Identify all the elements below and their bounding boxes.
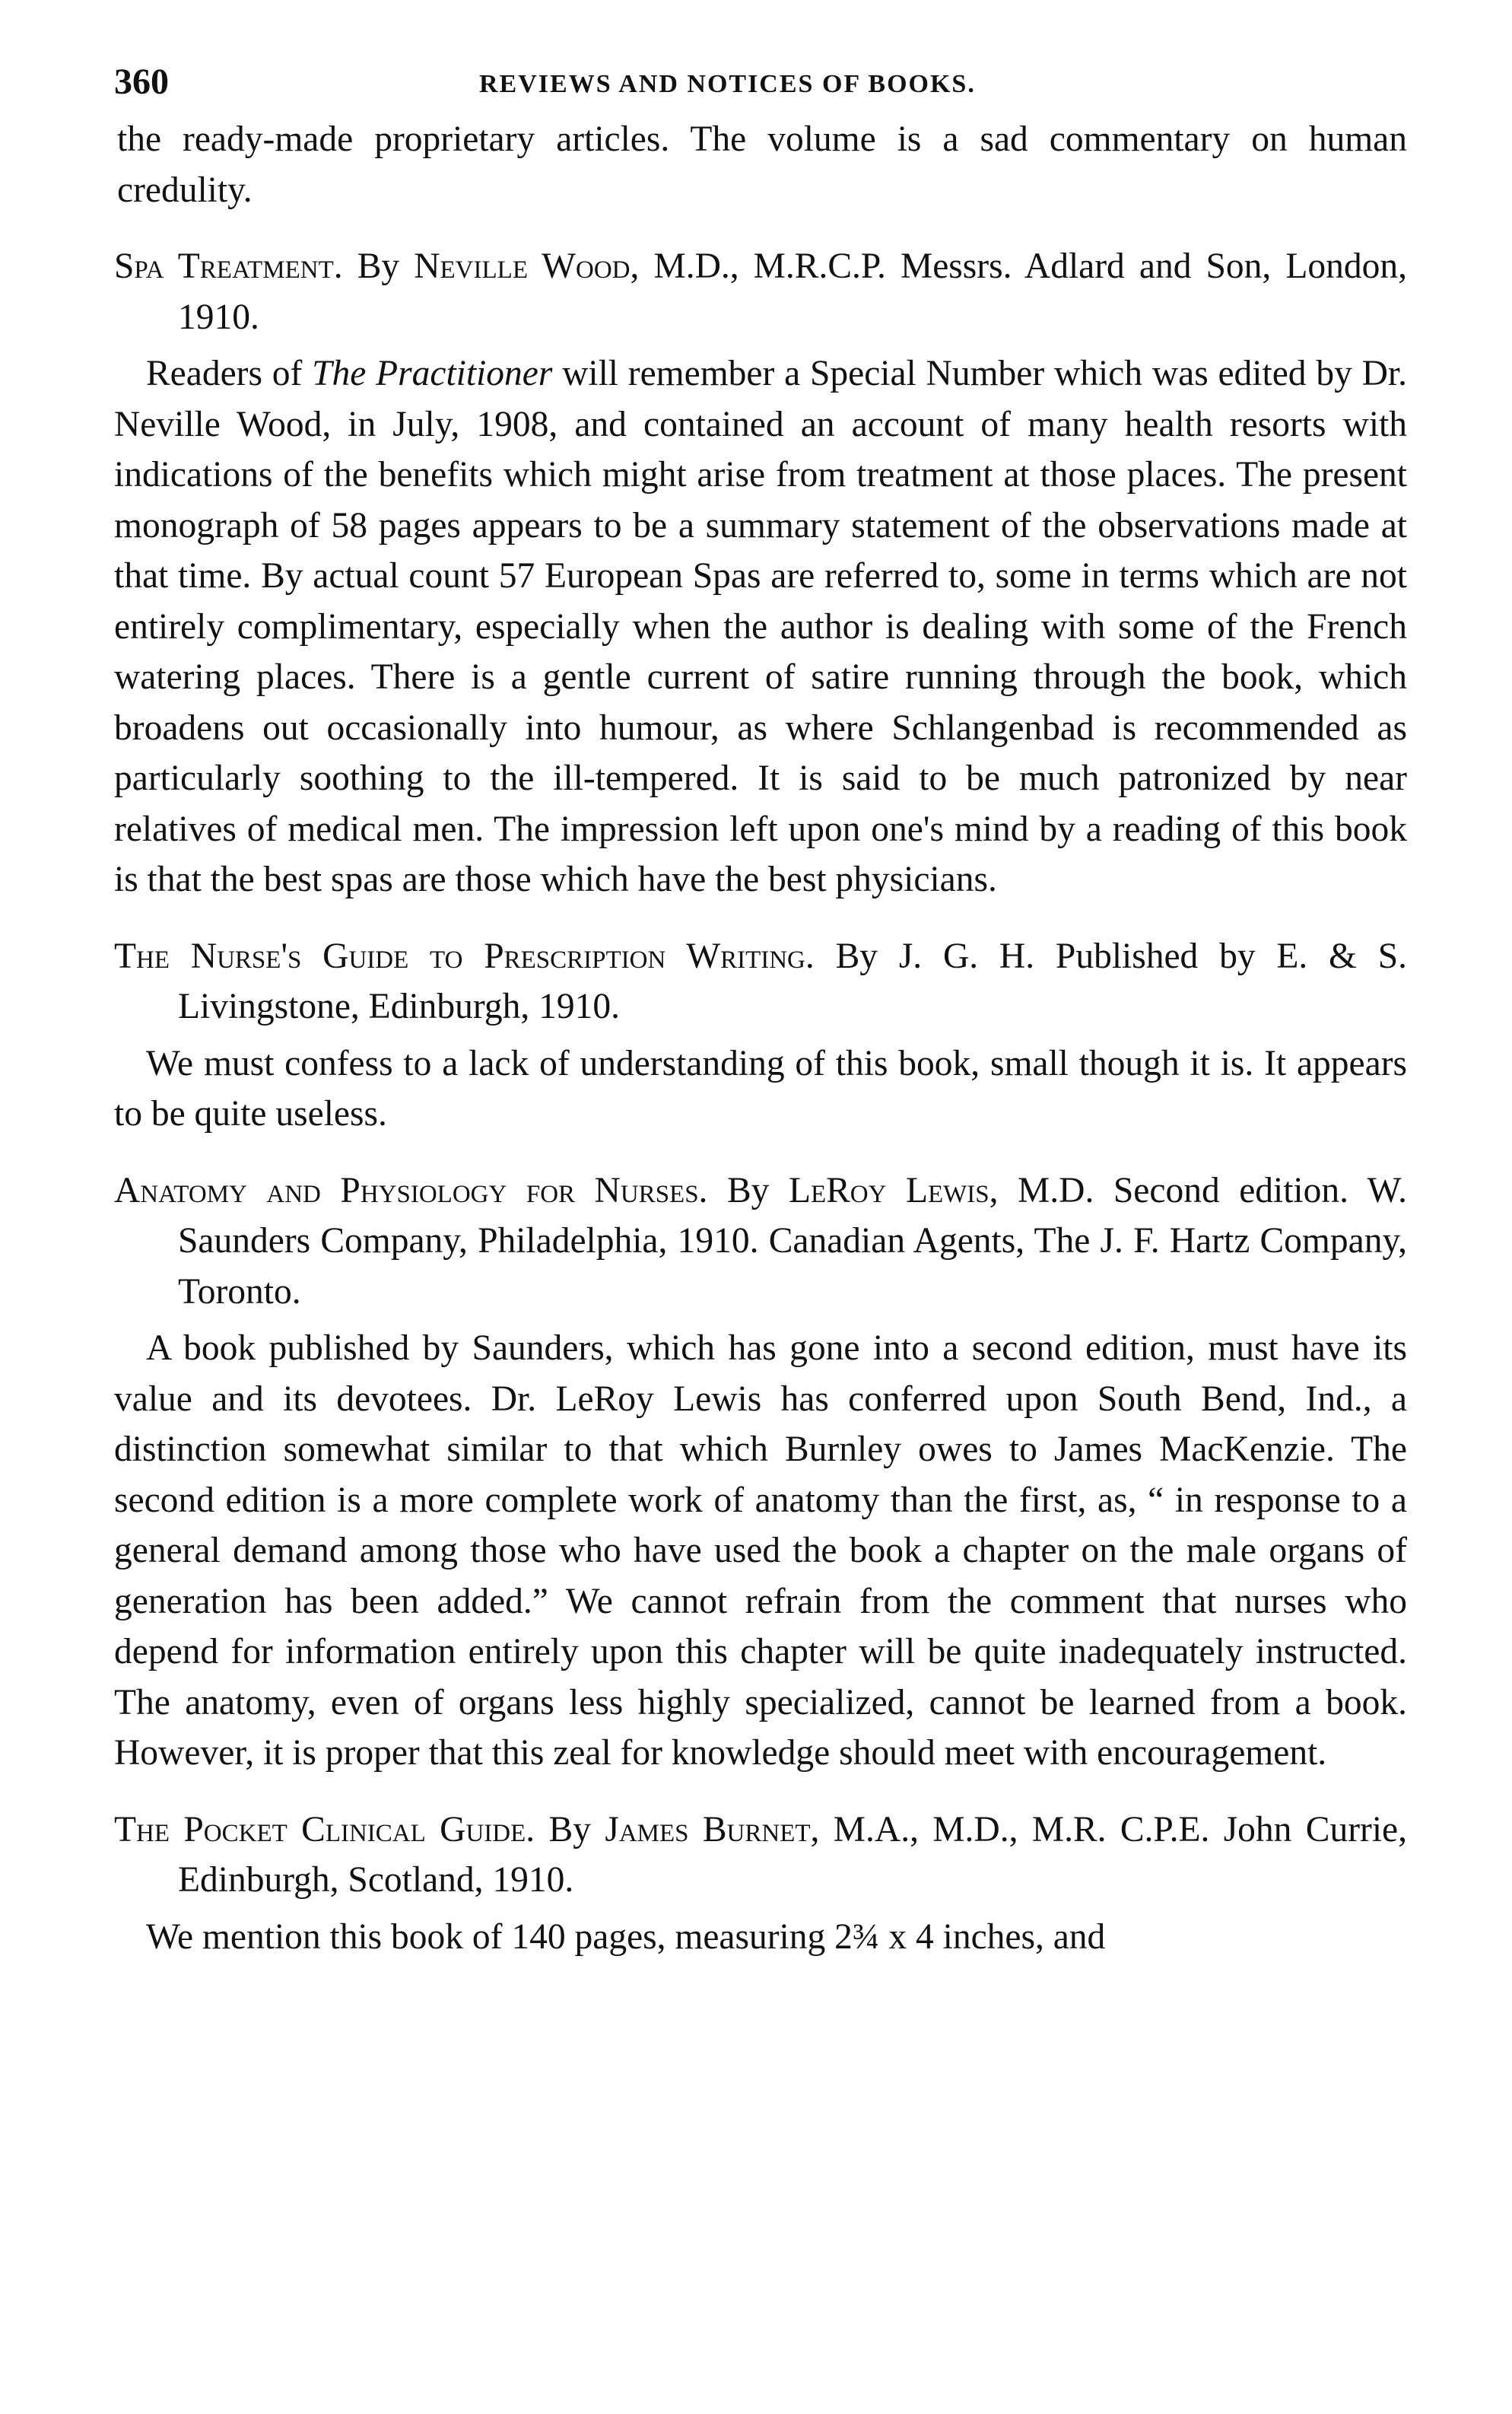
review-credentials: Published by E. & S. Livingstone, Edinburgh, 1910. (178, 936, 1408, 1026)
intro-paragraph: the ready-made proprietary articles. The volume is a sad commentary on human credulity. (117, 119, 1407, 210)
review-entry-heading (114, 1166, 1407, 1318)
review-title: The Pocket Clinical Guide. (114, 1809, 535, 1849)
running-head (114, 61, 1407, 114)
review-title: Spa Treatment. (114, 246, 343, 286)
review-author: James Burnet, (605, 1809, 820, 1849)
review-title: The Nurse's Guide to Prescription Writing. (114, 936, 815, 976)
book-page (114, 61, 1407, 1962)
page-number: 360 (114, 62, 169, 102)
review-by: By (357, 246, 400, 286)
review-body: We must confess to a lack of understanding of this book, small though it is. It appears to be quite useless. (114, 1043, 1407, 1134)
review-entry-heading (114, 931, 1407, 1032)
review-by: By (835, 936, 878, 976)
review-credentials: M.D., M.R.C.P. Messrs. Adlard and Son, London, 1910. (178, 246, 1407, 337)
review-author: LeRoy Lewis, (788, 1170, 999, 1210)
review-by: By (548, 1809, 591, 1849)
review-body (114, 348, 1407, 905)
running-title: REVIEWS AND NOTICES OF BOOKS. (479, 70, 976, 98)
review-entry-heading (114, 241, 1407, 342)
review-credentials: M.D. Second edition. W. Saunders Company, Philadelphia, 1910. Canadian Agents, The J. F. Hartz Company, Toronto. (178, 1170, 1408, 1312)
review-entry-heading (114, 1805, 1407, 1906)
review-credentials: M.A., M.D., M.R. C.P.E. John Currie, Edinburgh, Scotland, 1910. (178, 1809, 1408, 1900)
review-title: Anatomy and Physiology for Nurses. (114, 1170, 708, 1210)
review-body-post: will remember a Special Number which was edited by Dr. Neville Wood, in July, 1908, and contained an account of many health resorts with indications of the benefits which might arise from treatment at those places. The present monograph of 58 pages appears to be a summary statement of the observations made at that time. By actual count 57 European Spas are referred to, some in terms which are not entirely complimentary, especially when the author is dealing with some of the French watering places. There is a gentle current of satire running through the book, which broadens out occasionally into humour, as where Schlangenbad is recommended as particularly soothing to the ill-tempered. It is said to be much patronized by near relatives of medical men. The impression left upon one's mind by a reading of this book is that the best spas are those which have the best physicians. (114, 354, 1407, 899)
review-body: A book published by Saunders, which has gone into a second edition, must have its value and its devotees. Dr. LeRoy Lewis has conferred upon South Bend, Ind., a distinction somewhat similar to that which Burnley owes to James MacKenzie. The second edition is a more complete work of anatomy than the first, as, “ in response to a general demand among those who have used the book a chapter on the male organs of generation has been added.” We cannot refrain from the comment that nurses who depend for information entirely upon this chapter will be quite inadequately instructed. The anatomy, even of organs less highly specialized, cannot be learned from a book. However, it is proper that this zeal for knowledge should meet with encouragement. (114, 1328, 1407, 1773)
review-body-pre: Readers of (146, 354, 313, 393)
review-author: Neville Wood, (414, 246, 640, 286)
review-author: J. G. H. (898, 936, 1035, 976)
review-body: We mention this book of 140 pages, measuring 2¾ x 4 inches, and (146, 1916, 1106, 1957)
journal-title: The Practitioner (312, 354, 553, 393)
review-by: By (726, 1170, 770, 1210)
